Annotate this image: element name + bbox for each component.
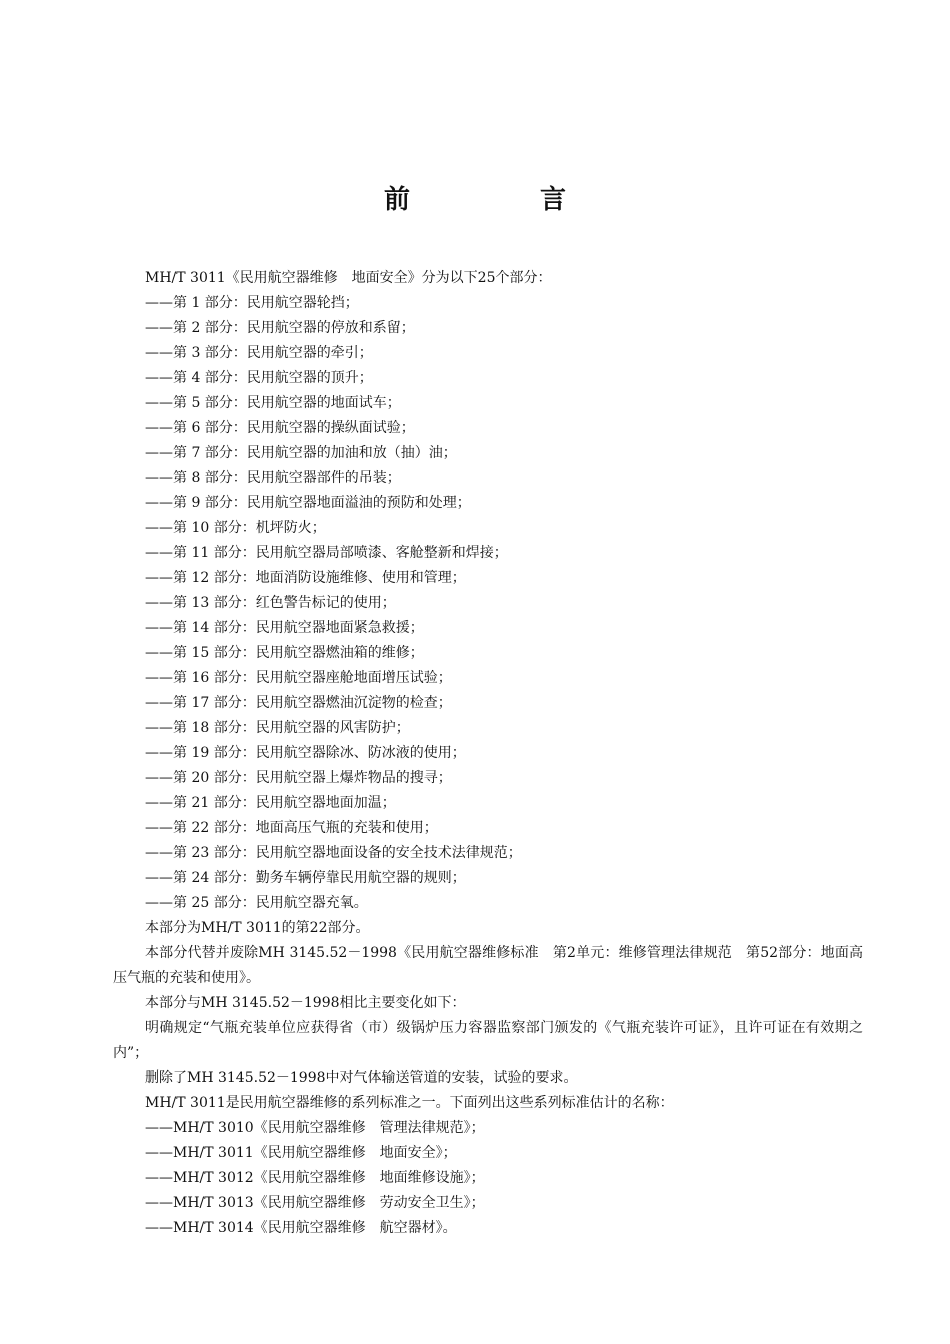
- list-item: ——第 14 部分：民用航空器地面紧急救援；: [145, 620, 424, 636]
- list-item: ——第 15 部分：民用航空器燃油箱的维修；: [145, 645, 424, 661]
- list-item: ——第 10 部分：机坪防火；: [145, 520, 326, 536]
- list-item: ——第 18 部分：民用航空器的风害防护；: [145, 720, 410, 736]
- intro-paragraph: MH/T 3011《民用航空器维修 地面安全》分为以下25个部分：: [145, 270, 552, 286]
- list-item: ——MH/T 3012《民用航空器维修 地面维修设施》；: [145, 1170, 485, 1186]
- list-item: ——第 22 部分：地面高压气瓶的充装和使用；: [145, 820, 438, 836]
- series-list: [113, 1116, 863, 1241]
- list-item: ——MH/T 3014《民用航空器维修 航空器材》。: [145, 1220, 457, 1236]
- list-item: ——第 11 部分：民用航空器局部喷漆、客舱整新和焊接；: [145, 545, 508, 561]
- list-item: ——第 17 部分：民用航空器燃油沉淀物的检查；: [145, 695, 452, 711]
- change-item-2: 删除了MH 3145.52－1998中对气体输送管道的安装，试验的要求。: [145, 1070, 578, 1086]
- list-item: ——第 19 部分：民用航空器除冰、防冰液的使用；: [145, 745, 466, 761]
- list-item: ——第 8 部分：民用航空器部件的吊装；: [145, 470, 401, 486]
- parts-list: [113, 291, 863, 916]
- list-item: ——第 9 部分：民用航空器地面溢油的预防和处理；: [145, 495, 471, 511]
- series-intro-paragraph: MH/T 3011是民用航空器维修的系列标准之一。下面列出这些系列标准估计的名称：: [145, 1095, 674, 1111]
- list-item: ——MH/T 3011《民用航空器维修 地面安全》；: [145, 1145, 457, 1161]
- list-item: ——第 7 部分：民用航空器的加油和放（抽）油；: [145, 445, 457, 461]
- list-item: ——第 23 部分：民用航空器地面设备的安全技术法律规范；: [145, 845, 522, 861]
- list-item: ——MH/T 3013《民用航空器维修 劳动安全卫生》；: [145, 1195, 485, 1211]
- list-item: ——第 3 部分：民用航空器的牵引；: [145, 345, 373, 361]
- list-item: ——第 1 部分：民用航空器轮挡；: [145, 295, 359, 311]
- list-item: ——第 24 部分：勤务车辆停靠民用航空器的规则；: [145, 870, 466, 886]
- list-item: ——第 5 部分：民用航空器的地面试车；: [145, 395, 401, 411]
- replaces-paragraph: 本部分代替并废除MH 3145.52－1998《民用航空器维修标准 第2单元：维修管理法律规范 第52部分：地面高压气瓶的充装和使用》。: [113, 945, 863, 986]
- list-item: ——第 4 部分：民用航空器的顶升；: [145, 370, 373, 386]
- foreword-body: [113, 266, 863, 1241]
- list-item: ——MH/T 3010《民用航空器维修 管理法律规范》；: [145, 1120, 485, 1136]
- list-item: ——第 12 部分：地面消防设施维修、使用和管理；: [145, 570, 466, 586]
- list-item: ——第 2 部分：民用航空器的停放和系留；: [145, 320, 415, 336]
- changes-intro-paragraph: 本部分与MH 3145.52－1998相比主要变化如下：: [145, 995, 466, 1011]
- list-item: ——第 21 部分：民用航空器地面加温；: [145, 795, 396, 811]
- page-title: 前 言: [383, 185, 618, 215]
- list-item: ——第 20 部分：民用航空器上爆炸物品的搜寻；: [145, 770, 452, 786]
- list-item: ——第 25 部分：民用航空器充氧。: [145, 895, 368, 911]
- list-item: ——第 16 部分：民用航空器座舱地面增压试验；: [145, 670, 452, 686]
- list-item: ——第 6 部分：民用航空器的操纵面试验；: [145, 420, 415, 436]
- list-item: ——第 13 部分：红色警告标记的使用；: [145, 595, 396, 611]
- this-part-paragraph: 本部分为MH/T 3011的第22部分。: [145, 920, 370, 936]
- change-item-1: 明确规定“气瓶充装单位应获得省（市）级锅炉压力容器监察部门颁发的《气瓶充装许可证》，且许可证在有效期之内”；: [113, 1020, 863, 1061]
